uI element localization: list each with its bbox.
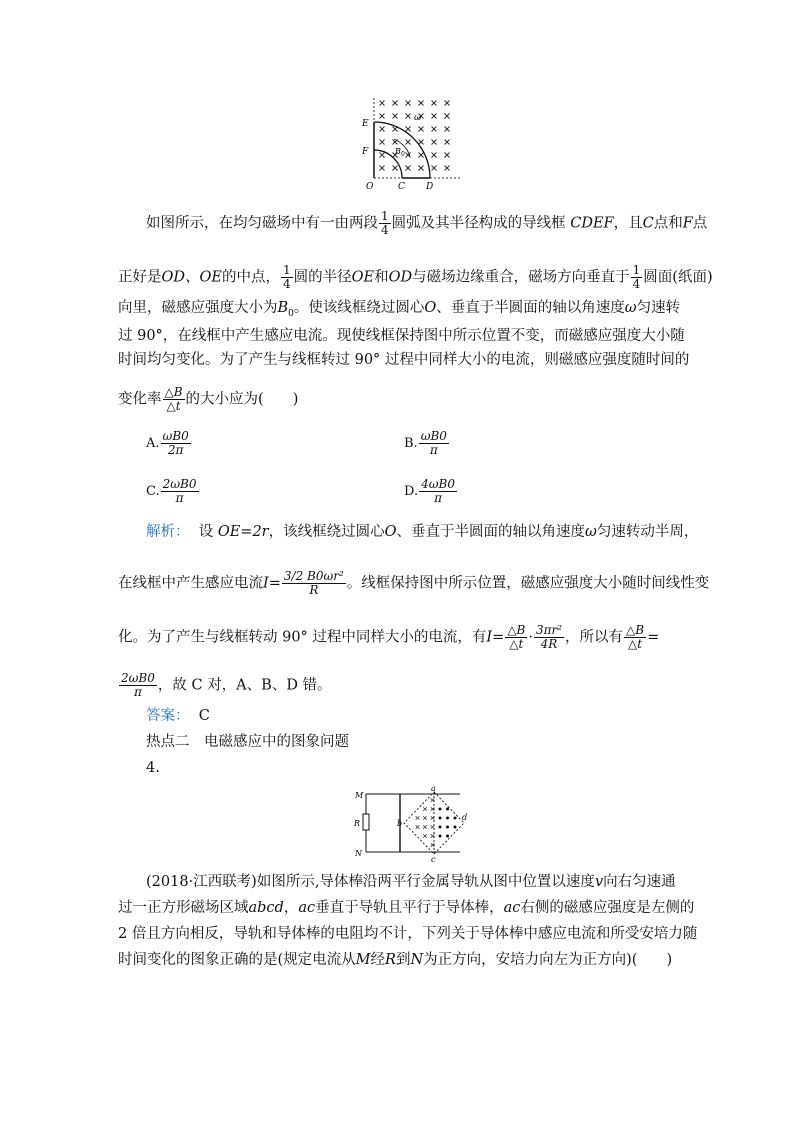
field-cross	[406, 140, 411, 145]
field-cross	[406, 101, 411, 106]
field-cross	[445, 166, 450, 171]
field-cross	[393, 101, 398, 106]
field-cross	[432, 166, 437, 171]
answer-value: C	[198, 708, 210, 724]
field-cross	[445, 127, 450, 132]
question-line-2: 正好是OD、OE的中点， $\frac{1}{4}$ 圆的半径OE和OD与磁场边缘重合，磁场方向垂直于 $\frac{1}{4}$ 圆面(纸面)	[118, 263, 713, 291]
question-line-4: 过 90°，在线框中产生感应电流。现使线框保持图中所示位置不变，而磁感应强度大小随	[118, 328, 685, 344]
label-omega: ω	[414, 113, 422, 123]
answer-label: 答案：	[146, 708, 190, 724]
field-cross	[406, 166, 411, 171]
q4-line-2: 过一正方形磁场区域abcd，ac垂直于导轨且平行于导体棒，ac右侧的磁感应强度是左侧的	[118, 900, 695, 916]
q4-line-3: 2 倍且方向相反，导轨和导体棒的电阻均不计，下列关于导体棒中感应电流和所受安培力随	[118, 926, 698, 942]
field-cross	[380, 153, 385, 158]
question-line-3: 向里，磁感应强度大小为$B_0$。使该线框绕过圆心O、垂直于半圆面的轴以角速度ω匀速转	[118, 300, 681, 319]
solution-line-1: 解析： 设 OE=2r，该线框绕过圆心O、垂直于半圆面的轴以角速度ω匀速转动半周，	[146, 524, 699, 540]
question-line-6: 变化率 $\frac{\triangle B}{\triangle t}$ 的大小应为( )	[118, 385, 299, 413]
field-cross	[416, 816, 420, 820]
field-dot	[439, 826, 442, 829]
solution-line-3: 化。为了产生与线框转动 90° 过程中同样大小的电流，有I= $\frac{\triangle B}{\triangle t}$ · $\frac{\text{3πr²}}{4R}$ ，所以有 $\frac{\triangle B}{\triangle t}$ =	[118, 623, 660, 651]
field-cross	[432, 101, 437, 106]
field-cross	[419, 101, 424, 106]
answer-line	[146, 706, 210, 726]
field-dot	[446, 826, 449, 829]
field-cross	[432, 114, 437, 119]
question-4-number: 4.	[146, 760, 160, 776]
option-B[interactable]: B. $\frac{\omega B0}{\pi}$	[404, 429, 447, 457]
label-C: C	[398, 182, 405, 192]
field-cross	[432, 140, 437, 145]
solution-label: 解析：	[146, 524, 190, 540]
label-M: M	[355, 791, 364, 800]
field-cross	[419, 140, 424, 145]
field-cross	[380, 101, 385, 106]
field-cross	[432, 127, 437, 132]
question-line-5: 时间均匀变化。为了产生与线框转过 90° 过程中同样大小的电流，则磁感应强度随时间的	[118, 352, 690, 368]
section-title: 热点二 电磁感应中的图象问题	[146, 734, 349, 750]
option-A[interactable]: A. $\frac{\omega B0}{2\pi}$	[146, 429, 189, 457]
q4-line-1: (2018·江西联考)如图所示,导体棒沿两平行金属导轨从图中位置以速度v向右匀速通	[146, 874, 676, 890]
label-B0-sub: 0	[401, 151, 405, 158]
field-marks	[416, 798, 457, 847]
field-cross	[380, 114, 385, 119]
label-F: F	[362, 147, 369, 157]
field-cross	[445, 114, 450, 119]
field-cross	[423, 816, 427, 820]
field-cross	[445, 140, 450, 145]
label-D: D	[426, 182, 434, 192]
field-cross	[393, 114, 398, 119]
figure-quarter-arc-frame	[358, 94, 468, 194]
field-cross	[432, 153, 437, 158]
option-D[interactable]: D. $\frac{4\omega B0}{\pi}$	[404, 477, 455, 505]
q4-line-4: 时间变化的图象正确的是(规定电流从M经R到N为正方向，安培力向左为正方向)( )	[118, 952, 673, 968]
field-cross	[445, 153, 450, 158]
label-R: R	[354, 819, 361, 828]
field-cross	[419, 153, 424, 158]
label-b: b	[397, 819, 403, 828]
magnetic-field-crosses	[380, 101, 450, 171]
label-O: O	[366, 182, 374, 192]
field-cross	[380, 127, 385, 132]
field-cross	[380, 140, 385, 145]
field-cross	[419, 166, 424, 171]
solution-line-4: $\frac{2\omega B0}{\pi}$ ，故 C 对，A、B、D 错。	[121, 671, 332, 699]
label-c: c	[431, 855, 436, 862]
label-N: N	[355, 849, 362, 858]
solution-line-2: 在线框中产生感应电流I= $\frac{\text{3/2 B0ωr²}}{R}$ 。线框保持图中所示位置，磁感应强度大小随时间线性变	[118, 569, 710, 597]
field-cross	[423, 807, 427, 811]
question-line-1: 如图所示，在均匀磁场中有一由两段 $\frac{1}{4}$ 圆弧及其半径构成的导线框 CDEF，且C点和F点	[146, 209, 708, 237]
field-cross	[393, 166, 398, 171]
field-cross	[380, 166, 385, 171]
figure-rails-square-field	[352, 786, 468, 862]
field-dot	[446, 835, 449, 838]
field-cross	[423, 825, 427, 829]
field-dot	[446, 817, 449, 820]
field-cross	[445, 101, 450, 106]
label-a: a	[431, 786, 436, 793]
fraction-quarter: $\frac{1}{4}$	[381, 209, 389, 237]
option-C[interactable]: C. $\frac{2\omega B0}{\pi}$	[146, 477, 197, 505]
field-cross	[431, 825, 435, 829]
field-dot	[439, 817, 442, 820]
field-cross	[423, 834, 427, 838]
field-dot	[439, 808, 442, 811]
field-cross	[416, 825, 420, 829]
label-E: E	[362, 119, 369, 129]
field-dot	[439, 835, 442, 838]
field-cross	[419, 127, 424, 132]
field-cross	[406, 114, 411, 119]
field-cross	[406, 127, 411, 132]
field-dot	[446, 808, 449, 811]
field-dot	[454, 826, 457, 829]
field-dot	[454, 817, 457, 820]
label-d: d	[462, 813, 468, 822]
label-B0: B	[395, 147, 401, 156]
